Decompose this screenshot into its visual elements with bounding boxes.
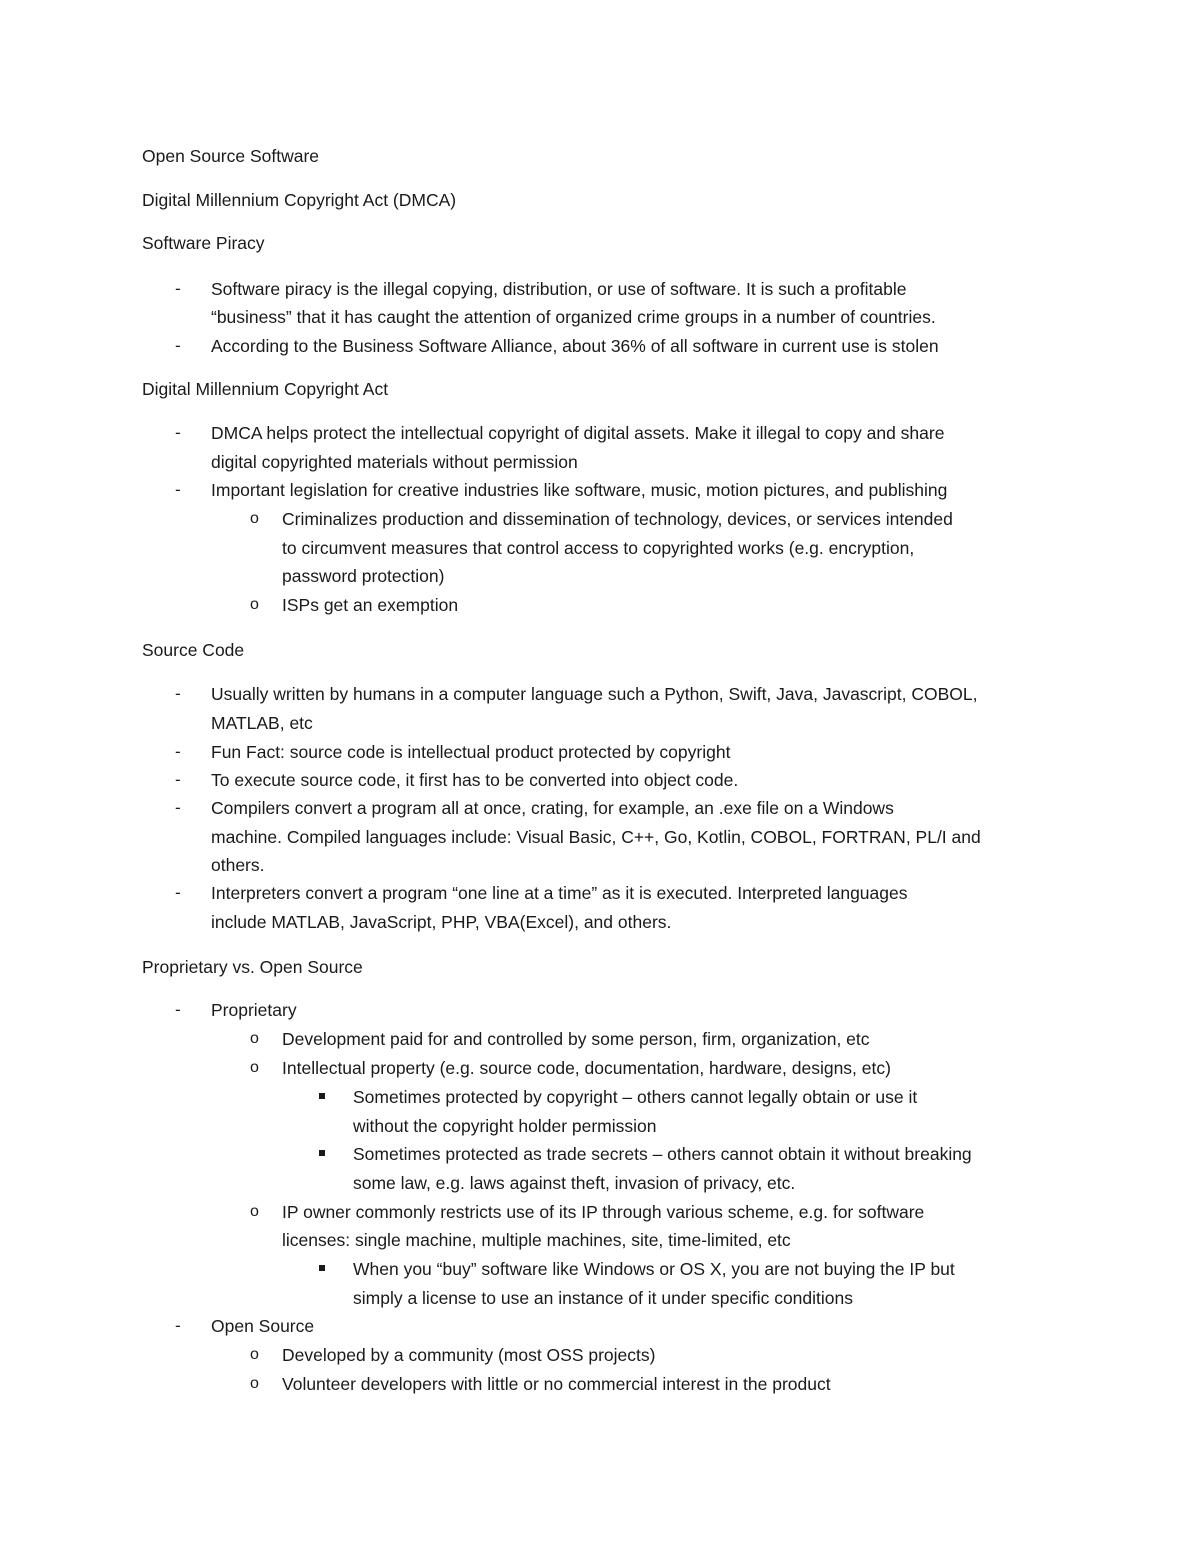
bullet-dash: - — [175, 279, 181, 298]
bullet-text-continued: MATLAB, etc — [211, 713, 313, 733]
sub-sub-bullet-text-continued: without the copyright holder permission — [353, 1116, 657, 1136]
sub-bullet-text-continued: licenses: single machine, multiple machines, site, time-limited, etc — [282, 1230, 791, 1250]
bullet-text: Compilers convert a program all at once, crating, for example, an .exe file on a Windows — [211, 798, 894, 818]
bullet-text-continued: machine. Compiled languages include: Visual Basic, C++, Go, Kotlin, COBOL, FORTRAN, PL/I and — [211, 827, 981, 847]
sub-bullet-circle: o — [250, 1346, 259, 1363]
heading-dmca-full: Digital Millennium Copyright Act (DMCA) — [142, 190, 457, 210]
bullet-text-continued: “business” that it has caught the attention of organized crime groups in a number of countries. — [211, 307, 936, 327]
sub-sub-bullet-text-continued: simply a license to use an instance of it under specific conditions — [353, 1288, 853, 1308]
bullet-dash: - — [175, 1316, 181, 1335]
bullet-text: Important legislation for creative industries like software, music, motion pictures, and publishing — [211, 480, 948, 500]
bullet-dash: - — [175, 684, 181, 703]
sub-bullet-circle: o — [250, 510, 259, 527]
sub-bullet-text: Volunteer developers with little or no commercial interest in the product — [282, 1374, 831, 1394]
heading-open-source-software: Open Source Software — [142, 146, 320, 166]
bullet-text-continued: others. — [211, 855, 265, 875]
heading-dmca: Digital Millennium Copyright Act — [142, 379, 389, 399]
sub-bullet-text: Criminalizes production and dissemination of technology, devices, or services intended — [282, 509, 953, 529]
bullet-text: Interpreters convert a program “one line at a time” as it is executed. Interpreted languages — [211, 883, 908, 903]
sub-bullet-circle: o — [250, 1030, 259, 1047]
sub-bullet-circle: o — [250, 1375, 259, 1392]
sub-sub-bullet-text: When you “buy” software like Windows or OS X, you are not buying the IP but — [353, 1259, 955, 1279]
sub-bullet-circle: o — [250, 1203, 259, 1220]
bullet-text-continued: digital copyrighted materials without permission — [211, 452, 578, 472]
sub-bullet-text: Development paid for and controlled by some person, firm, organization, etc — [282, 1029, 870, 1049]
sub-bullet-text-continued: password protection) — [282, 566, 445, 586]
bullet-text: Software piracy is the illegal copying, distribution, or use of software. It is such a profitable — [211, 279, 907, 299]
bullet-dash: - — [175, 742, 181, 761]
heading-software-piracy: Software Piracy — [142, 233, 265, 253]
bullet-text: According to the Business Software Alliance, about 36% of all software in current use is stolen — [211, 336, 939, 356]
sub-bullet-text: IP owner commonly restricts use of its IP through various scheme, e.g. for software — [282, 1202, 925, 1222]
sub-bullet-text: Intellectual property (e.g. source code, documentation, hardware, designs, etc) — [282, 1058, 891, 1078]
bullet-text: To execute source code, it first has to be converted into object code. — [211, 770, 739, 790]
bullet-text-continued: include MATLAB, JavaScript, PHP, VBA(Excel), and others. — [211, 912, 672, 932]
sub-sub-bullet-text: Sometimes protected as trade secrets – others cannot obtain it without breaking — [353, 1144, 972, 1164]
sub-sub-bullet-text: Sometimes protected by copyright – others cannot legally obtain or use it — [353, 1087, 918, 1107]
bullet-dash: - — [175, 336, 181, 355]
sub-bullet-text: Developed by a community (most OSS projects) — [282, 1345, 656, 1365]
bullet-dash: - — [175, 423, 181, 442]
bullet-dash: - — [175, 1000, 181, 1019]
bullet-text: Open Source — [211, 1316, 315, 1336]
bullet-text: Usually written by humans in a computer language such a Python, Swift, Java, Javascript, COBOL, — [211, 684, 978, 704]
sub-sub-bullet-square — [319, 1093, 325, 1099]
sub-bullet-text: ISPs get an exemption — [282, 595, 459, 615]
bullet-dash: - — [175, 798, 181, 817]
sub-bullet-text-continued: to circumvent measures that control access to copyrighted works (e.g. encryption, — [282, 538, 915, 558]
bullet-dash: - — [175, 883, 181, 902]
sub-bullet-circle: o — [250, 1059, 259, 1076]
heading-source-code: Source Code — [142, 640, 245, 660]
bullet-text: DMCA helps protect the intellectual copyright of digital assets. Make it illegal to copy and share — [211, 423, 945, 443]
bullet-dash: - — [175, 480, 181, 499]
bullet-dash: - — [175, 770, 181, 789]
bullet-text: Proprietary — [211, 1000, 297, 1020]
sub-sub-bullet-square — [319, 1265, 325, 1271]
heading-proprietary-vs-open-source: Proprietary vs. Open Source — [142, 957, 363, 977]
bullet-text: Fun Fact: source code is intellectual product protected by copyright — [211, 742, 731, 762]
sub-sub-bullet-square — [319, 1150, 325, 1156]
sub-sub-bullet-text-continued: some law, e.g. laws against theft, invasion of privacy, etc. — [353, 1173, 796, 1193]
sub-bullet-circle: o — [250, 596, 259, 613]
